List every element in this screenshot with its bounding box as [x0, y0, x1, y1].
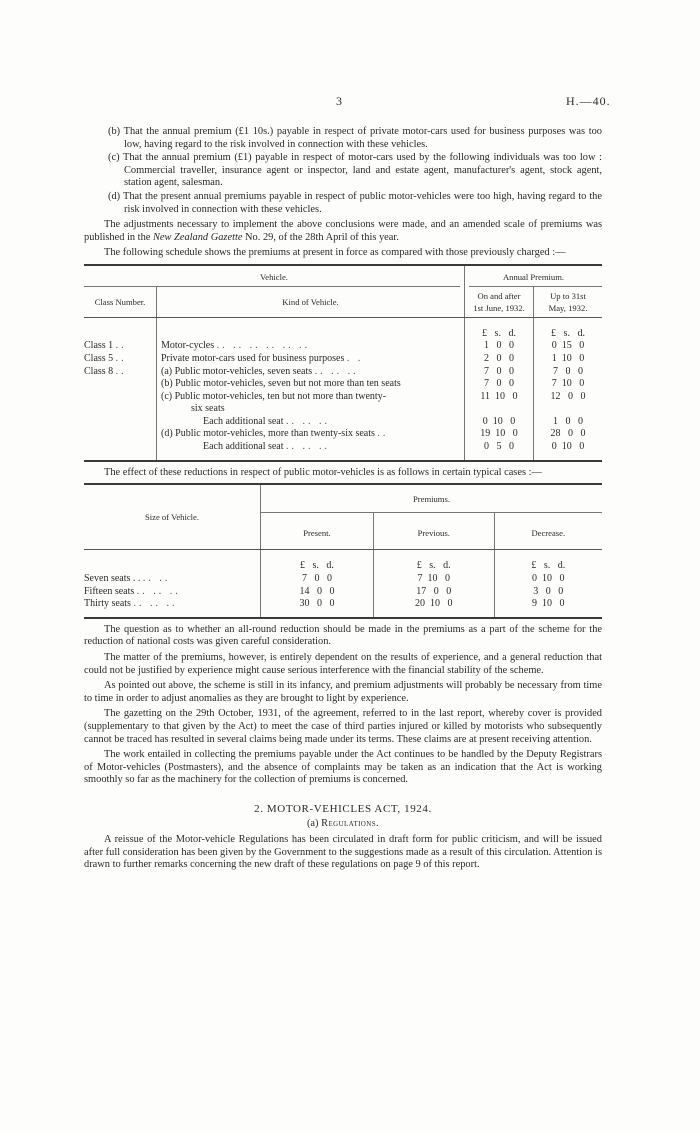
kind-of-vehicle-header: Kind of Vehicle. [282, 297, 339, 308]
paragraph-effect: The effect of these reductions in respect of public motor-vehicles is as follows in certain typical cases :— [104, 466, 542, 478]
class-number-header: Class Number. [94, 297, 146, 308]
previous-header: Previous. [417, 527, 450, 538]
units-label: £ s. d. [534, 318, 603, 341]
paragraph: The gazetting on the 29th October, 1931, of the agreement, referred to in the last report, whereby cover is provided (supplementary to that given by the Act) to meet the case of third parties injured or killed by motorists who subsequently cannot be traced has resulted in several claims being made under its terms. These claims are at present receiving attention. [84, 708, 602, 745]
premium-schedule-table [84, 266, 602, 460]
paragraph: The work entailed in collecting the premiums payable under the Act continues to be handled by the Deputy Registrars of Motor-vehicles (Postmasters), and the absence of complaints may be taken as an indication that the Act is working smoothly so far as the machinery for the collection of premiums is concerned. [84, 749, 602, 786]
paragraph: The question as to whether an all-round reduction should be made in the premiums as a part of the scheme for the reduction of national costs was given careful consideration. [84, 623, 602, 648]
units-label: £ s. d. [465, 318, 534, 341]
document-reference: H.—40. [566, 94, 611, 108]
table-row: Seven seats . . .. .. 7 0 0 7 10 0 0 10 0 [84, 573, 602, 586]
list-item: (d) That the present annual premiums payable in respect of public motor-vehicles were too high, having regard to the risk involved in connection with these vehicles. [108, 190, 602, 215]
document-body [84, 126, 602, 872]
units-label: £ s. d. [494, 550, 602, 573]
units-label: £ s. d. [373, 550, 494, 573]
size-of-vehicle-header: Size of Vehicle. [144, 512, 199, 523]
present-header: Present. [303, 527, 331, 538]
section-title: 2. MOTOR-VEHICLES ACT, 1924. [254, 802, 432, 815]
final-paragraph: A reissue of the Motor-vehicle Regulations has been circulated in draft form for public criticism, and will be issued after full consideration has been given by the Government to the suggestions made as a result of this circulation. Attention is drawn to further remarks concerning the new draft of these regulations on page 9 of this report. [84, 834, 602, 871]
list-item: (b) That the annual premium (£1 10s.) payable in respect of private motor-cars used for business purposes was too low, having regard to the risk involved in connection with these vehicles. [108, 126, 602, 150]
paragraph: As pointed out above, the scheme is still in its infancy, and premium adjustments will probably be necessary from time to time in order to adjust anomalies as they are brought to light by experience. [84, 680, 602, 704]
units-label: £ s. d. [261, 550, 374, 573]
paragraph-schedule: The following schedule shows the premiums at present in force as compared with those previously charged :— [104, 247, 566, 259]
table-row: six seats [84, 403, 602, 416]
page-number: 3 [336, 94, 342, 108]
annual-premium-header: Annual Premium. [502, 271, 565, 282]
vehicle-header: Vehicle. [260, 271, 288, 282]
table-row: Each additional seat .. .. .. 0 10 0 1 0 0 [84, 416, 602, 429]
table-row: Class 8 .. (a) Public motor-vehicles, seven seats .. .. .. 7 0 0 7 0 0 [84, 366, 602, 379]
decrease-header: Decrease. [531, 527, 566, 538]
up-to-header-line2: May, 1932. [548, 303, 588, 314]
up-to-header-line1: Up to 31st [550, 290, 586, 301]
paragraph: The matter of the premiums, however, is entirely dependent on the results of experience, and a general reduction that could not be justified by experience might cause serious interference with the financial stability of the scheme. [84, 652, 602, 676]
table-row: Class 1 .. Motor-cycles .. .. .. .. .. .. 1 0 0 0 15 0 [84, 340, 602, 353]
table-row: Class 5 .. Private motor-cars used for business purposes . . 2 0 0 1 10 0 [84, 353, 602, 366]
on-and-after-header-line2: 1st June, 1932. [473, 303, 525, 314]
on-and-after-header-line1: On and after [477, 290, 521, 301]
premiums-header: Premiums. [412, 494, 450, 505]
table-row: (c) Public motor-vehicles, ten but not more than twenty- 11 10 0 12 0 0 [84, 391, 602, 404]
list-item: (c) That the annual premium (£1) payable in respect of motor-cars used by the following individuals was too low : Commercial traveller, insurance agent or inspector, land and estate agent, manufacturer's agent, stock agent, station agent, salesman. [108, 152, 602, 189]
table-row: (d) Public motor-vehicles, more than twenty-six seats .. 19 10 0 28 0 0 [84, 428, 602, 441]
table-row: (b) Public motor-vehicles, seven but not more than ten seats 7 0 0 7 10 0 [84, 378, 602, 391]
reductions-table [84, 485, 602, 617]
paragraph-adjustments: The adjustments necessary to implement the above conclusions were made, and an amended scale of premiums was published in the New Zealand Gazette No. 29, of the 28th April of this year. [84, 219, 602, 243]
table-row: Thirty seats .. .. .. 30 0 0 20 10 0 9 10 0 [84, 598, 602, 617]
section-subtitle: (a) Regulations. [306, 817, 380, 829]
table-row: Each additional seat .. .. .. 0 5 0 0 10 0 [84, 441, 602, 460]
table-row: Fifteen seats .. .. .. 14 0 0 17 0 0 3 0 0 [84, 586, 602, 599]
